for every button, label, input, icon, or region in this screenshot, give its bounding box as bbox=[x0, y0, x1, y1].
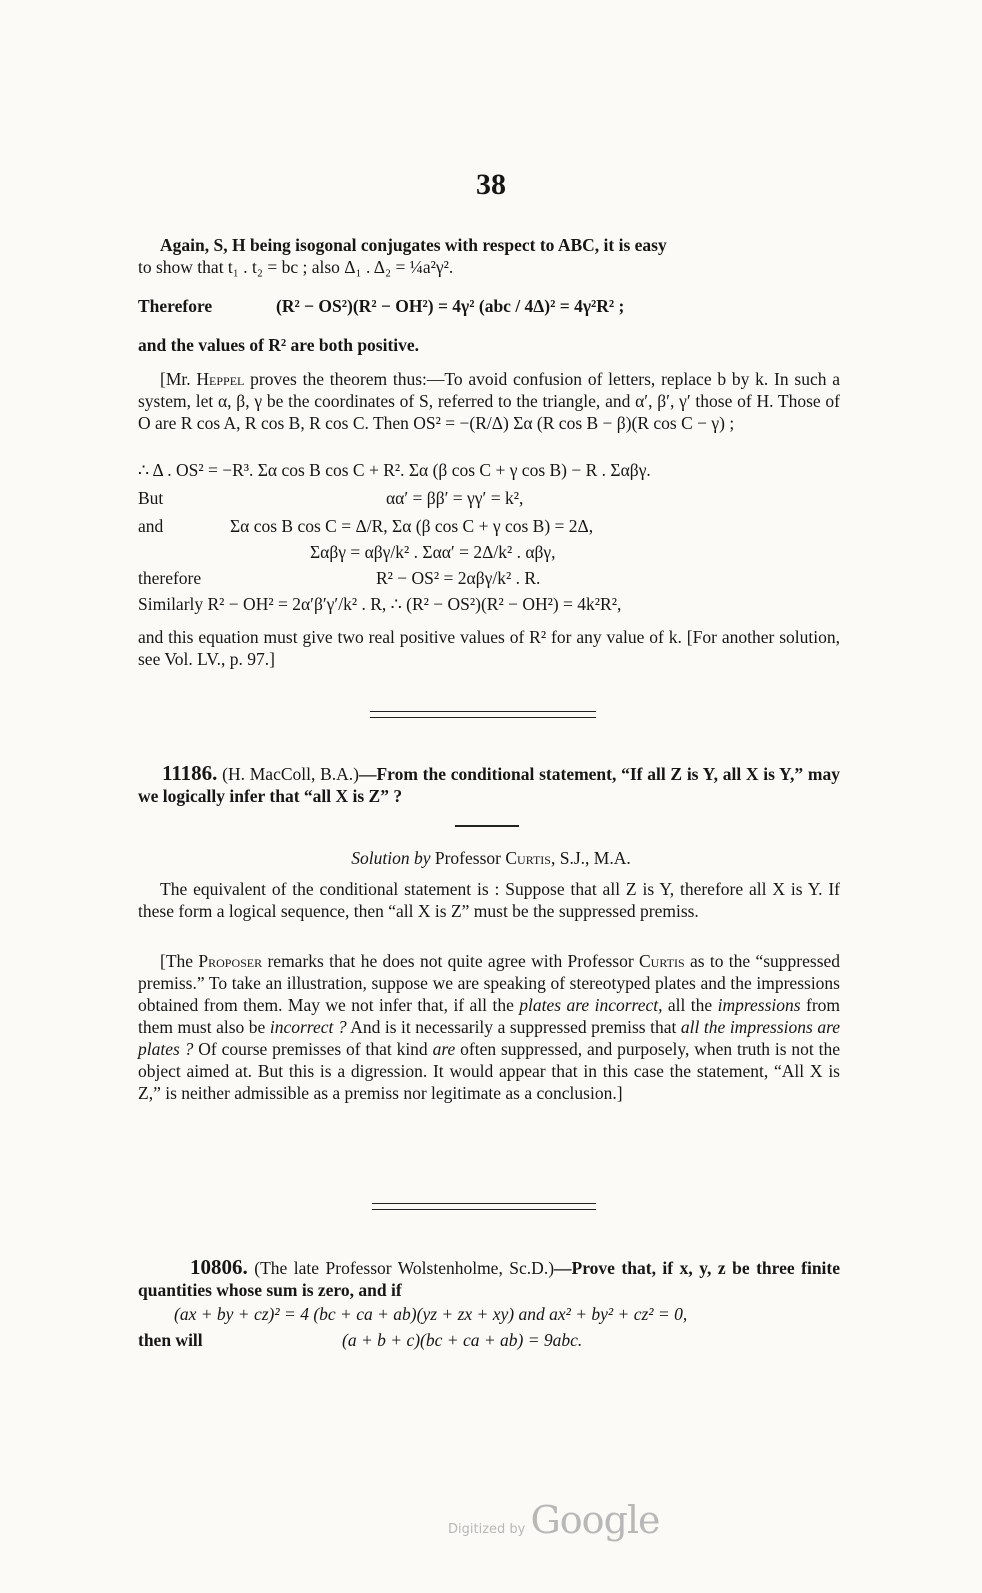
text-span: plates bbox=[519, 995, 562, 1015]
solution-text bbox=[138, 878, 840, 922]
equation-label: then will bbox=[138, 1330, 203, 1350]
paragraph-isogonal bbox=[138, 234, 840, 278]
solution-author: Curtis bbox=[505, 848, 551, 868]
google-logo-text: Google bbox=[530, 1498, 660, 1542]
solution-by: Solution by bbox=[351, 848, 431, 868]
text-line: The equivalent of the conditional statement is : Suppose that all Z is Y, therefore all X is Y. If these form a logical sequence, then “all X is Z” must be the suppressed premiss. bbox=[138, 879, 840, 921]
text-span: all the impressions are plates ? bbox=[138, 1017, 840, 1059]
page-number: 38 bbox=[476, 168, 506, 201]
solution-professor: Professor bbox=[434, 848, 501, 868]
section-divider bbox=[372, 1203, 596, 1210]
problem-number: 11186. bbox=[162, 761, 218, 785]
equation: Σα cos B cos C = Δ/R, Σα (β cos C + γ cos B) = 2Δ, bbox=[230, 516, 594, 536]
text-span: all the bbox=[667, 995, 713, 1015]
text-span: often suppressed, and purposely, when truth is not the object aimed at. But this is a digression. It would appear that in this case the statement, “All X is Z,” is neither admissible as a premiss nor legitimate as a conclusion.] bbox=[138, 1039, 841, 1103]
section-divider bbox=[370, 711, 596, 718]
equation: αα′ = ββ′ = γγ′ = k², bbox=[386, 488, 524, 508]
problem-author: (The late Professor Wolstenholme, Sc.D.) bbox=[254, 1258, 555, 1278]
text-span: from them must also be bbox=[138, 995, 841, 1037]
problem-question: —From the conditional statement, “If all Z is Y, all X is Y,” may we logically infer that “all X is Z” ? bbox=[138, 764, 840, 806]
proposer-remarks bbox=[138, 950, 840, 1104]
text-line: and this equation must give two real positive values of R² for any value of k. [For another solution, see Vol. LV., p. 97.] bbox=[138, 627, 840, 669]
digitized-by-text: Digitized by bbox=[448, 1522, 526, 1537]
text-span: are bbox=[566, 995, 590, 1015]
heppel-text: proves the theorem thus:—To avoid confusion of letters, replace b by k. In such a system, let α, β, γ be the coordinates of S, referred to the triangle, and α′, β′, γ′ those of H. Those of O are R cos A, R cos B, R cos C. Then OS² = −(R/Δ) Σα (R cos B − β)(R cos C − γ) ; bbox=[138, 369, 841, 433]
problem-author: (H. MacColl, B.A.) bbox=[222, 764, 359, 784]
text-line: Again, S, H being isogonal conjugates with respect to ABC, it is easy bbox=[160, 235, 667, 255]
paragraph-values bbox=[138, 334, 840, 356]
text-span: incorrect ? bbox=[269, 1017, 347, 1037]
equation: (ax + by + cz)² = 4 (bc + ca + ab)(yz + zx + xy) and ax² + by² + cz² = 0, bbox=[174, 1304, 688, 1324]
problem-10806-equations bbox=[138, 1302, 840, 1352]
equation: Similarly R² − OH² = 2α′β′γ′/k² . R, ∴ (R² − OS²)(R² − OH²) = 4k²R², bbox=[138, 594, 622, 614]
solution-heading bbox=[0, 848, 982, 869]
text-span: remarks that he does not quite agree with Professor bbox=[267, 951, 634, 971]
problem-10806 bbox=[138, 1256, 840, 1301]
equation-label: But bbox=[138, 488, 164, 508]
paragraph-heppel: [Mr. Heppel proves the theorem thus:—To avoid confusion of letters, replace b by k. In such a system, let α, β, γ be the coordinates of S, referred to the triangle, and α′, β′, γ′ those of H. Those of O are R cos A, R cos B, R cos C. Then OS² = −(R/Δ) Σα (R cos B − β)(R cos C − γ) ; bbox=[138, 369, 841, 433]
equation: R² − OS² = 2αβγ/k² . R. bbox=[376, 568, 541, 588]
proposer-label: Proposer bbox=[198, 951, 263, 971]
equation-label: and bbox=[138, 516, 164, 536]
text-span: incorrect, bbox=[594, 995, 663, 1015]
equation: Σαβγ = αβγ/k² . Σαα′ = 2Δ/k² . αβγ, bbox=[310, 542, 556, 562]
solution-credentials: , S.J., M.A. bbox=[550, 848, 631, 868]
heppel-equations bbox=[138, 458, 840, 616]
equation-label: therefore bbox=[138, 568, 202, 588]
equation: (R² − OS²)(R² − OH²) = 4γ² (abc / 4Δ)² = 4γ²R² ; bbox=[276, 296, 625, 316]
problem-number: 10806. bbox=[190, 1255, 248, 1279]
text-span: [The bbox=[160, 951, 194, 971]
therefore-equation bbox=[138, 294, 840, 318]
heppel-closing bbox=[138, 626, 840, 670]
problem-question: —Prove that, if x, y, z be three finite quantities whose sum is zero, and if bbox=[138, 1258, 841, 1300]
text-span: Of course premisses of that kind bbox=[198, 1039, 428, 1059]
equation: ∴ Δ . OS² = −R³. Σα cos B cos C + R². Σα (β cos C + γ cos B) − R . Σαβγ. bbox=[138, 460, 651, 480]
text-line: to show that t₁ . t₂ = bc ; also Δ₁ . Δ₂ = ¼a²γ². bbox=[138, 257, 454, 277]
author-name: Curtis bbox=[639, 951, 685, 971]
text-span: as to the “suppressed premiss.” To take an illustration, suppose we are speaking of stereotyped plates and the impressions obtained from them. May we not infer that, if all the bbox=[138, 951, 841, 1015]
problem-11186 bbox=[138, 762, 840, 807]
text-span: are bbox=[432, 1039, 456, 1059]
text-line: and the values of R² are both positive. bbox=[138, 335, 420, 355]
digitized-watermark bbox=[448, 1498, 660, 1542]
author-name: Heppel bbox=[196, 369, 245, 389]
text-span: impressions bbox=[717, 995, 801, 1015]
text-span: And is it necessarily a suppressed premiss that bbox=[350, 1017, 677, 1037]
short-divider bbox=[455, 825, 519, 827]
equation: (a + b + c)(bc + ca + ab) = 9abc. bbox=[342, 1330, 583, 1350]
equation-label: Therefore bbox=[138, 296, 213, 316]
